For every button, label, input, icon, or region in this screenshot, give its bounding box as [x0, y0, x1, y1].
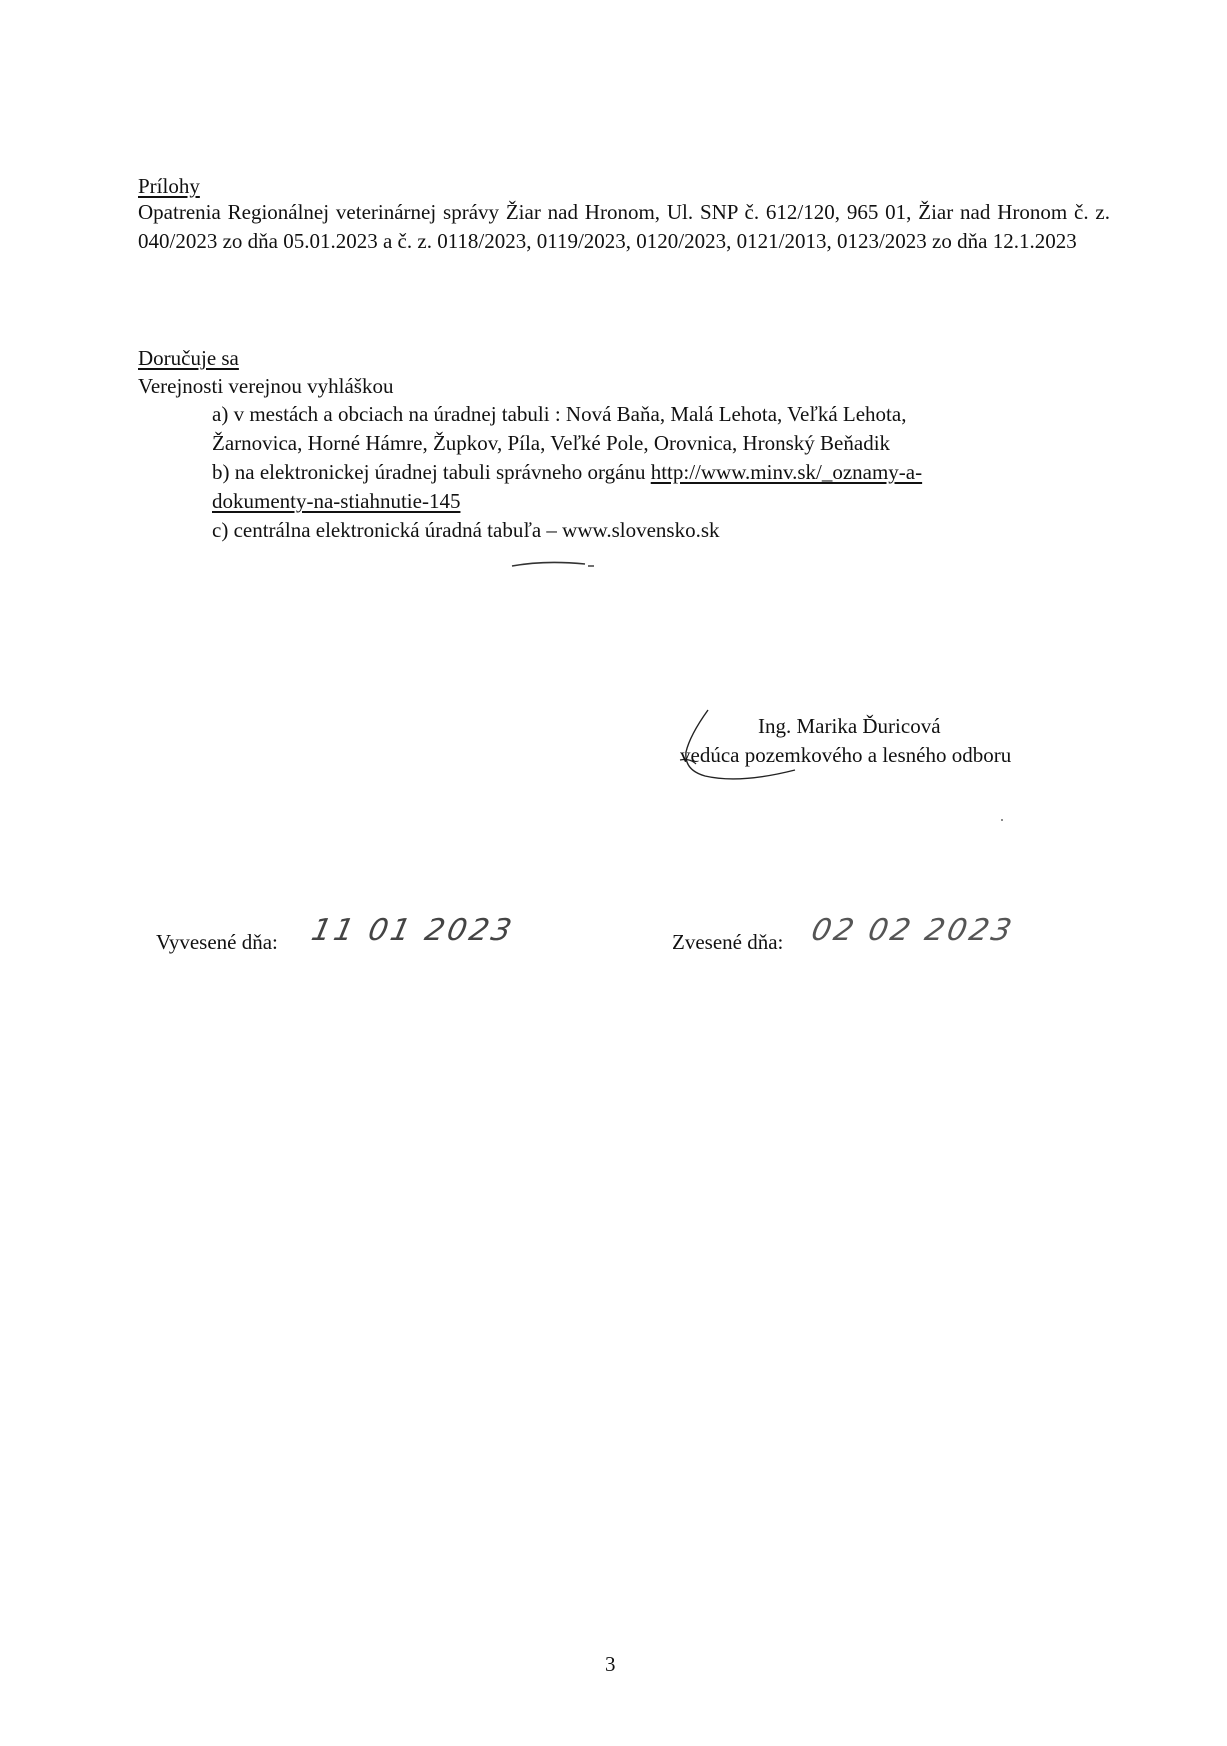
delivery-item-b-line2: [212, 487, 1072, 516]
delivery-item-b-prefix: b) na elektronickej úradnej tabuli správneho orgánu: [212, 460, 651, 484]
signer-name: Ing. Marika Ďuricová: [758, 714, 941, 738]
delivery-list: [212, 400, 1072, 545]
minv-link-part1[interactable]: http://www.minv.sk/_oznamy-a-: [650, 460, 923, 484]
delivery-item-b-line1: [212, 458, 1072, 487]
attachments-heading: Prílohy: [138, 174, 200, 198]
delivery-heading: Doručuje sa: [138, 346, 239, 370]
signer-role: vedúca pozemkového a lesného odboru: [680, 743, 1012, 767]
page-number: 3: [605, 1652, 616, 1676]
removed-label: Zvesené dňa:: [672, 930, 784, 954]
attachments-body: Opatrenia Regionálnej veterinárnej správy Žiar nad Hronom, Ul. SNP č. 612/120, 965 01, Žiar nad Hronom č. z. 040/2023 zo dňa 05.01.2023 a č. z. 0118/2023, 0119/2023, 0120/2023, 0121/2013, 0123/2023 zo dňa 12.1.2023: [138, 200, 1110, 253]
delivery-intro: Verejnosti verejnou vyhláškou: [138, 374, 394, 398]
posted-label: Vyvesené dňa:: [156, 930, 278, 954]
posted-date-handwritten: 11 01 2023: [308, 913, 518, 948]
minv-link-part2[interactable]: dokumenty-na-stiahnutie-145: [212, 489, 461, 513]
delivery-item-c: c) centrálna elektronická úradná tabuľa – www.slovensko.sk: [212, 518, 720, 542]
delivery-item-a-line1: a) v mestách a obciach na úradnej tabuli : Nová Baňa, Malá Lehota, Veľká Lehota,: [212, 402, 907, 426]
removed-date-handwritten: 02 02 2023: [808, 913, 1018, 948]
delivery-item-a-line2: Žarnovica, Horné Hámre, Župkov, Píla, Veľké Pole, Orovnica, Hronský Beňadik: [212, 431, 891, 455]
